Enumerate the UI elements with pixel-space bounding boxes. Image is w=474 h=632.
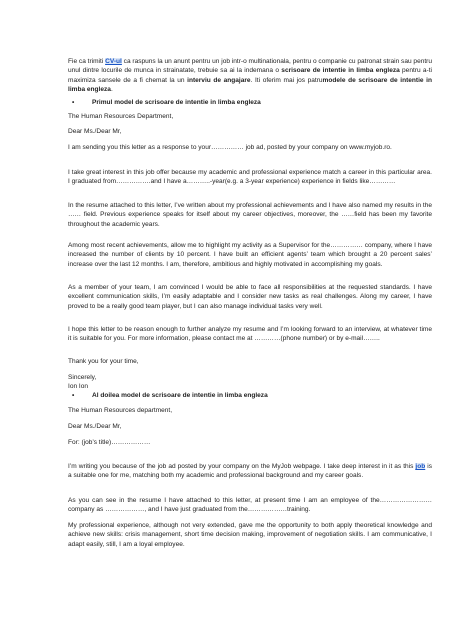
letter1-paragraph: In the resume attached to this letter, I’ve written about my professional achievements and I have also named my results in the …… field. Previous experience speaks for itself about my career objectives, moreover, the ……field has been my favorite throughout the academic years.: [68, 202, 432, 228]
letter1-paragraph: I hope this letter to be reason enough to further analyze my resume and I’m looking forward to an interview, at whatever time it is suitable for you. For more information, please contact me at …………(phone number) or by e-mail……..: [68, 326, 432, 343]
job-link[interactable]: job: [415, 463, 426, 470]
intro-bold-text: interviu de angajare: [187, 76, 251, 84]
bullet-icon: •: [72, 392, 75, 399]
bullet-heading-first: [72, 98, 432, 107]
letter2-paragraph: My professional experience, although not very extended, gave me the opportunity to both apply theoretical knowledge and achieve new skills: crisis management, short time decision making, improvement of negotiation skills. I am communicative, I adapt easily, still, I am a loyal employee.: [68, 522, 432, 548]
bullet-heading-second: [72, 391, 432, 400]
intro-text: .: [110, 86, 113, 94]
letter2-paragraph: As you can see in the resume I have attached to this letter, at present time I am an employee of the……………………company as ………………, and I have just graduated from the………………training.: [68, 497, 432, 514]
cv-link[interactable]: CV-ul: [105, 58, 122, 65]
intro-text: . Iti oferim mai jos patru: [250, 76, 323, 84]
letter2-paragraph: [68, 462, 432, 481]
intro-text: ca raspuns la un anunt pentru un job intr-o multinationala, pentru o companie cu patronat strain sau pentru unul dintre locurile de munca in strainatate, trebuie sa ai la indemana o: [68, 58, 432, 75]
intro-bold-text: scrisoare de intentie in limba engleza: [281, 67, 400, 75]
letter1-thanks: Thank you for your time,: [68, 358, 139, 365]
letter1-department: The Human Resources Department,: [68, 113, 174, 120]
letter1-sincerely: Sincerely,: [68, 374, 97, 381]
bullet-heading-text: Al doilea model de scrisoare de intentie in limba engleza: [92, 392, 268, 399]
intro-paragraph: [68, 57, 432, 95]
letter1-paragraph: I take great interest in this job offer because my academic and professional experience match a career in this particular area. I graduated from…………….and I have a………..-year(e.g. a 3-year experience) experience in fields like…………: [68, 169, 432, 186]
letter1-paragraph: As a member of your team, I am convinced I would be able to face all responsibilities at the requested standards. I have excellent communication skills, I’m easily adaptable and I consider new tasks as real challenges. Along my career, I have proved to be a really good team player, but I can also manage individual tasks very well.: [68, 284, 432, 310]
letter2-text: is a suitable one for me, matching both my academic and professional background and my career goals.: [68, 463, 432, 480]
letter2-for-line: For: (job’s title)………………: [68, 439, 151, 446]
letter2-text: I’m writing you because of the job ad posted by your company on the MyJob webpage. I take deep interest in it as this: [68, 463, 416, 470]
bullet-icon: •: [72, 99, 75, 106]
letter1-signature-name: Ion Ion: [68, 383, 89, 390]
intro-text: pentru a-ti maximiza sansele de a fi chemat la un: [68, 67, 433, 84]
letter1-paragraph: Among most recent achievements, allow me to highlight my activity as a Supervisor for the…………… company, where I have increased the number of clients by 10 percent. I have built an efficient agents’ team which brought a 20 percent sales’ increase over the last 12 months. I am, therefore, ambitious and highly motivated in accomplishing my goals.: [68, 242, 432, 268]
intro-bold-text: modele de scrisoare de intentie in limba engleza: [68, 76, 432, 94]
bullet-heading-text: Primul model de scrisoare de intentie in limba engleza: [92, 99, 261, 106]
letter2-greeting: Dear Ms./Dear Mr,: [68, 423, 122, 430]
letter1-paragraph: I am sending you this letter as a response to your…………… job ad, posted by your company on www.myjob.ro.: [68, 144, 392, 151]
letter1-greeting: Dear Ms./Dear Mr,: [68, 128, 122, 135]
letter2-department: The Human Resources department,: [68, 407, 173, 414]
intro-text: Fie ca trimiti: [68, 58, 106, 65]
